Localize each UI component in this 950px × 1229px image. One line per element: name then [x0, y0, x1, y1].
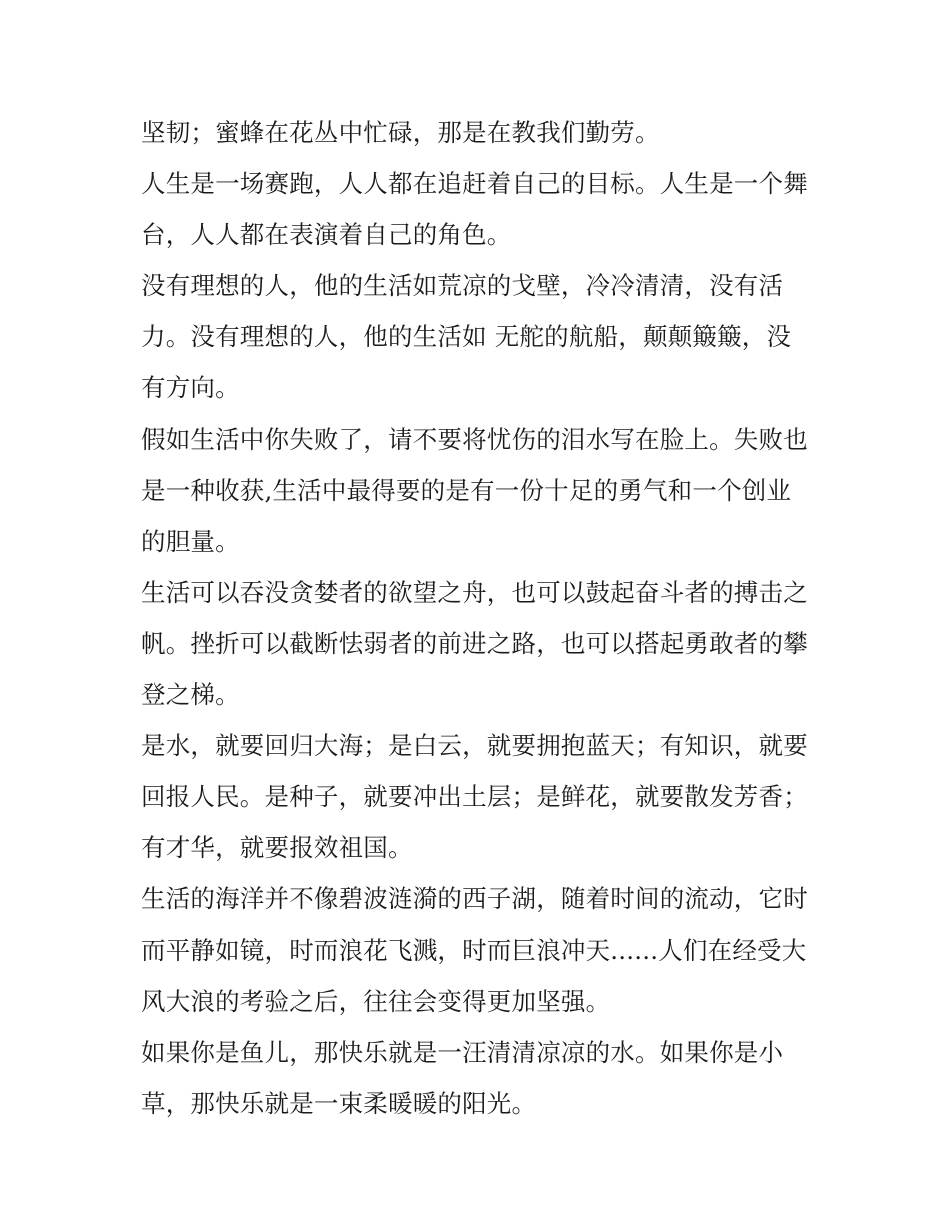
text-line: 登之梯。	[141, 680, 240, 710]
text-line: 的胆量。	[141, 526, 240, 556]
text-line: 有方向。	[141, 373, 240, 403]
text-line: 台，人人都在表演着自己的角色。	[141, 220, 512, 250]
text-line: 草，那快乐就是一束柔暖暖的阳光。	[141, 1088, 537, 1118]
text-line: 人生是一场赛跑，人人都在追赶着自己的目标。人生是一个舞	[141, 169, 808, 199]
text-line: 而平静如镜，时而浪花飞溅，时而巨浪冲天......人们在经受大	[141, 935, 807, 965]
text-line: 风大浪的考验之后，往往会变得更加坚强。	[141, 986, 611, 1016]
text-line: 如果你是鱼儿，那快乐就是一汪清清凉凉的水。如果你是小	[141, 1037, 784, 1067]
text-line: 回报人民。是种子，就要冲出土层；是鲜花，就要散发芳香；	[141, 782, 808, 812]
text-line: 没有理想的人，他的生活如荒凉的戈壁，冷冷清清，没有活	[141, 271, 784, 301]
text-line: 假如生活中你失败了，请不要将忧伤的泪水写在脸上。失败也	[141, 424, 808, 454]
text-line: 坚韧；蜜蜂在花丛中忙碌，那是在教我们勤劳。	[141, 118, 660, 147]
text-line: 生活的海洋并不像碧波涟漪的西子湖，随着时间的流动，它时	[141, 884, 808, 914]
document-body	[141, 107, 816, 1129]
text-line: 生活可以吞没贪婪者的欲望之舟，也可以鼓起奋斗者的搏击之	[141, 577, 808, 607]
text-line: 力。没有理想的人，他的生活如 无舵的航船，颠颠簸簸，没	[141, 322, 792, 352]
text-line: 是一种收获,生活中最得要的是有一份十足的勇气和一个创业	[141, 475, 792, 505]
text-line: 是水，就要回归大海；是白云，就要拥抱蓝天；有知识，就要	[141, 731, 808, 761]
text-line: 帆。挫折可以截断怯弱者的前进之路，也可以搭起勇敢者的攀	[141, 628, 808, 658]
text-line: 有才华，就要报效祖国。	[141, 833, 413, 863]
